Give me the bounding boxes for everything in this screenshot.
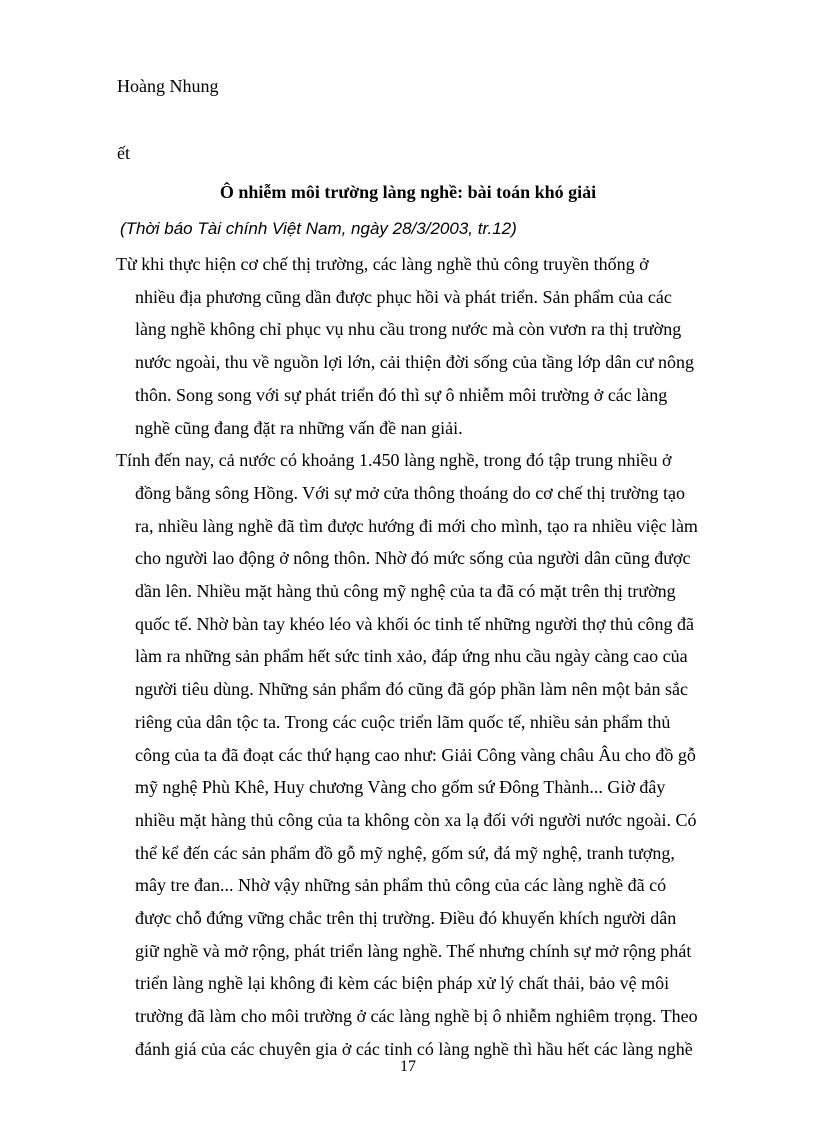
text-line: quốc tế. Nhờ bàn tay khéo léo và khối óc tinh tế những người thợ thủ công đã bbox=[135, 613, 694, 634]
text-line: ra, nhiều làng nghề đã tìm được hướng đi mới cho mình, tạo ra nhiều việc làm bbox=[135, 515, 698, 536]
article-body bbox=[116, 248, 716, 1066]
text-line: triển làng nghề lại không đi kèm các biện pháp xử lý chất thải, bảo vệ môi bbox=[135, 973, 670, 994]
text-line: giữ nghề và mở rộng, phát triển làng nghề. Thế nhưng chính sự mở rộng phát bbox=[135, 940, 692, 961]
stray-text: ết bbox=[117, 143, 130, 163]
text-line: cho người lao động ở nông thôn. Nhờ đó mức sống của người dân cũng được bbox=[135, 548, 691, 569]
text-line: người tiêu dùng. Những sản phẩm đó cũng đã góp phần làm nên một bản sắc bbox=[135, 679, 688, 700]
text-line: nghề cũng đang đặt ra những vấn đề nan giải. bbox=[135, 417, 463, 438]
text-line: Tính đến nay, cả nước có khoảng 1.450 làng nghề, trong đó tập trung nhiều ở bbox=[116, 450, 672, 471]
text-line: Từ khi thực hiện cơ chế thị trường, các làng nghề thủ công truyền thống ở bbox=[116, 254, 649, 274]
article-source: (Thời báo Tài chính Việt Nam, ngày 28/3/2003, tr.12) bbox=[120, 219, 517, 238]
text-line: đánh giá của các chuyên gia ở các tỉnh có làng nghề thì hầu hết các làng nghề bbox=[135, 1038, 693, 1059]
text-line: được chỗ đứng vững chắc trên thị trường. Điều đó khuyến khích người dân bbox=[135, 908, 677, 929]
paragraph-1 bbox=[116, 248, 716, 444]
text-line: dần lên. Nhiều mặt hàng thủ công mỹ nghệ của ta đã có mặt trên thị trường bbox=[135, 581, 676, 602]
text-line: nước ngoài, thu về nguồn lợi lớn, cải thiện đời sống của tầng lớp dân cư nông bbox=[135, 352, 695, 373]
page-number: 17 bbox=[400, 1058, 416, 1075]
text-line: nhiều mặt hàng thủ công của ta không còn xa lạ đối với người nước ngoài. Có bbox=[135, 809, 697, 830]
author-name: Hoàng Nhung bbox=[117, 76, 219, 96]
text-line: đồng bằng sông Hồng. Với sự mở cửa thông thoáng do cơ chế thị trường tạo bbox=[135, 482, 685, 503]
text-line: công của ta đã đoạt các thứ hạng cao như: Giải Công vàng châu Âu cho đồ gỗ bbox=[135, 744, 696, 765]
text-line: riêng của dân tộc ta. Trong các cuộc triển lãm quốc tế, nhiều sản phẩm thủ bbox=[135, 711, 671, 732]
text-line: làm ra những sản phẩm hết sức tinh xảo, đáp ứng nhu cầu ngày càng cao của bbox=[135, 646, 688, 667]
text-line: thôn. Song song với sự phát triển đó thì sự ô nhiễm môi trường ở các làng bbox=[135, 384, 668, 405]
text-line: trường đã làm cho môi trường ở các làng nghề bị ô nhiễm nghiêm trọng. Theo bbox=[135, 1006, 698, 1027]
text-line: nhiều địa phương cũng dần được phục hồi và phát triển. Sản phẩm của các bbox=[135, 286, 672, 307]
text-line: làng nghề không chỉ phục vụ nhu cầu trong nước mà còn vươn ra thị trường bbox=[135, 319, 682, 340]
text-line: thể kể đến các sản phẩm đồ gỗ mỹ nghệ, gốm sứ, đá mỹ nghệ, tranh tượng, bbox=[135, 842, 675, 863]
paragraph-2 bbox=[116, 444, 716, 1065]
article-title: Ô nhiễm môi trường làng nghề: bài toán khó giải bbox=[219, 182, 597, 202]
text-line: mây tre đan... Nhờ vậy những sản phẩm thủ công của các làng nghề đã có bbox=[135, 875, 667, 896]
text-line: mỹ nghệ Phù Khê, Huy chương Vàng cho gốm sứ Đông Thành... Giờ đây bbox=[135, 777, 666, 798]
